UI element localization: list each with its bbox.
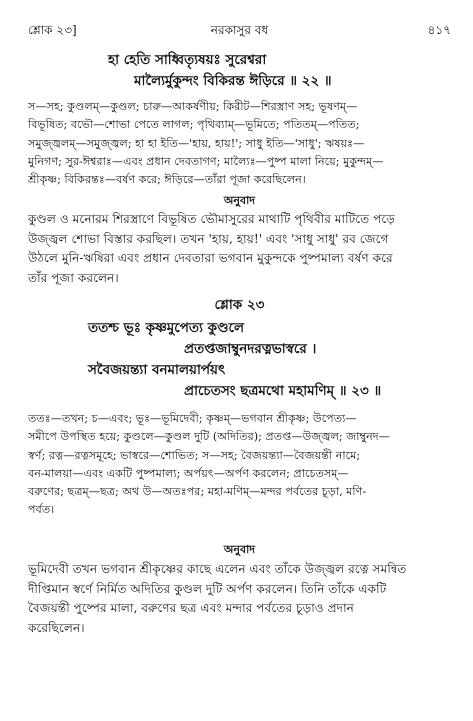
synonyms-22-line: বিভূষিত; বভৌ—শোভা পেতে লাগল; পৃথিব্যাম্—ভূমিতে; পতিতম্—পতিত;	[28, 118, 360, 132]
header-chapter-title: নরকাসুর বধ	[210, 23, 269, 37]
synonyms-23-line: বন-মালয়া—এবং একটি পুষ্পমাল্য; অর্পয়ৎ—অর্পণ করলেন; প্রাচেতসম্—	[28, 466, 349, 480]
synonyms-23-line: স্বর্ণ; রত্ন—রত্নসমূহে; ভাস্বরে—শোভিত; স—সহ; বৈজয়ন্ত্যা—বৈজয়ন্তী নামে;	[28, 448, 361, 462]
verse-23-line-3: সবৈজয়ন্ত্যা বনমালয়ার্পয়ৎ	[88, 362, 226, 378]
translation-23-line: ভূমিদেবী তখন ভগবান শ্রীকৃষ্ণের কাছে এলেন এবং তাঁকে উজ্জ্বল রত্নে সমন্বিত	[28, 562, 407, 576]
verse-23-line-1: ততশ্চ ভূঃ কৃষ্ণমুপেত্য কুণ্ডলে	[88, 320, 244, 336]
synonyms-22	[28, 98, 451, 189]
translation-22-line: উঠলে মুনি-ঋষিরা এবং প্রধান দেবতারা ভগবান মুকুন্দকে পুষ্পমাল্য বর্ষণ করে	[28, 251, 393, 266]
translation-23	[28, 560, 451, 638]
verse-22	[28, 50, 451, 92]
verse-22-line-1: হা হেতি সাধ্বিত্যৃষয়ঃ সুরেশ্বরা	[108, 52, 267, 68]
synonyms-22-line: মুনিগণ; সুর-ঈশ্বরাঃ—এবং প্রধান দেবতাগণ; মাল্যৈঃ—পুষ্প মালা নিয়ে; মুকুন্দম্—	[28, 154, 384, 168]
synonyms-23-line: পর্বত।	[28, 503, 55, 517]
translation-23-heading: অনুবাদ	[223, 543, 256, 556]
synonyms-23-line: সমীপে উপস্থিত হয়ে; কুণ্ডলে—কুণ্ডল দুটি (অদিতির); প্রতপ্ত—উজ্জ্বল; জাম্বুনদ—	[28, 430, 390, 444]
header-page-number: ৪১৭	[427, 23, 451, 37]
translation-23-line: করেছিলেন।	[28, 620, 85, 635]
verse-23	[28, 318, 451, 402]
synonyms-22-line: স—সহ; কুণ্ডলম্—কুণ্ডল; চারু—আকর্ষণীয়; কিরীট—শিরস্ত্রাণ সহ; ভূষণম্—	[28, 100, 358, 113]
running-header	[28, 22, 451, 40]
translation-23-line: দীপ্তিমান স্বর্ণে নির্মিত অদিতির কুণ্ডল দুটি অর্পণ করলেন। তিনি তাঁকে একটি	[28, 581, 387, 596]
synonyms-23	[28, 410, 451, 520]
synonyms-22-line: শ্রীকৃষ্ণ; বিকিরন্তঃ—বর্ষণ করে; ঈড়িরে—তাঁরা পূজা করেছিলেন।	[28, 173, 306, 187]
verse-23-line-4: প্রাচেতসং ছত্রমথো মহামণিম্ ॥ ২৩ ॥	[184, 383, 382, 399]
verse-22-line-2: মাল্যৈর্মুকুন্দং বিকিরন্ত ঈড়িরে ॥ ২২ ॥	[134, 73, 332, 89]
translation-22-heading: অনুবাদ	[223, 194, 256, 207]
translation-23-line: বৈজয়ন্তী পুষ্পের মালা, বরুণের ছত্র এবং মন্দার পর্বতের চূড়াও প্রদান	[28, 601, 354, 616]
synonyms-23-line: ততঃ—তখন; চ—এবং; ভূঃ—ভূমিদেবী; কৃষ্ণম্—ভগবান শ্রীকৃষ্ণ; উপেত্য—	[28, 412, 357, 425]
sloka-23-title: শ্লোক ২৩	[214, 297, 265, 313]
translation-22-line: তাঁর পূজা করলেন।	[28, 270, 119, 285]
translation-22	[28, 210, 451, 288]
translation-22-line: উজ্জ্বল শোভা বিস্তার করছিল। তখন 'হায়, হায়!' এবং 'সাধু সাধু' রব জেগে	[28, 231, 389, 246]
verse-23-line-2: প্রতপ্তজাম্বুনদরত্নভাস্বরে ।	[184, 341, 317, 357]
synonyms-22-line: সমুজ্জ্বলম্—সমুজ্জ্বল; হা হা ইতি—'হায়, হায়!'; সাধু ইতি—'সাধু'; ঋষয়ঃ—	[28, 136, 365, 150]
translation-22-line: কুণ্ডল ও মনোরম শিরস্ত্রাণে বিভূষিত ভৌমাসুরের মাথাটি পৃথিবীর মাটিতে পড়ে	[28, 212, 396, 226]
header-sloka-ref: শ্লোক ২৩]	[28, 23, 77, 37]
synonyms-23-line: বরুণের; ছত্রম্—ছত্র; অথ উ—অতঃপর; মহা-মণিম্—মন্দর পর্বতের চূড়া, মণি-	[28, 485, 367, 499]
